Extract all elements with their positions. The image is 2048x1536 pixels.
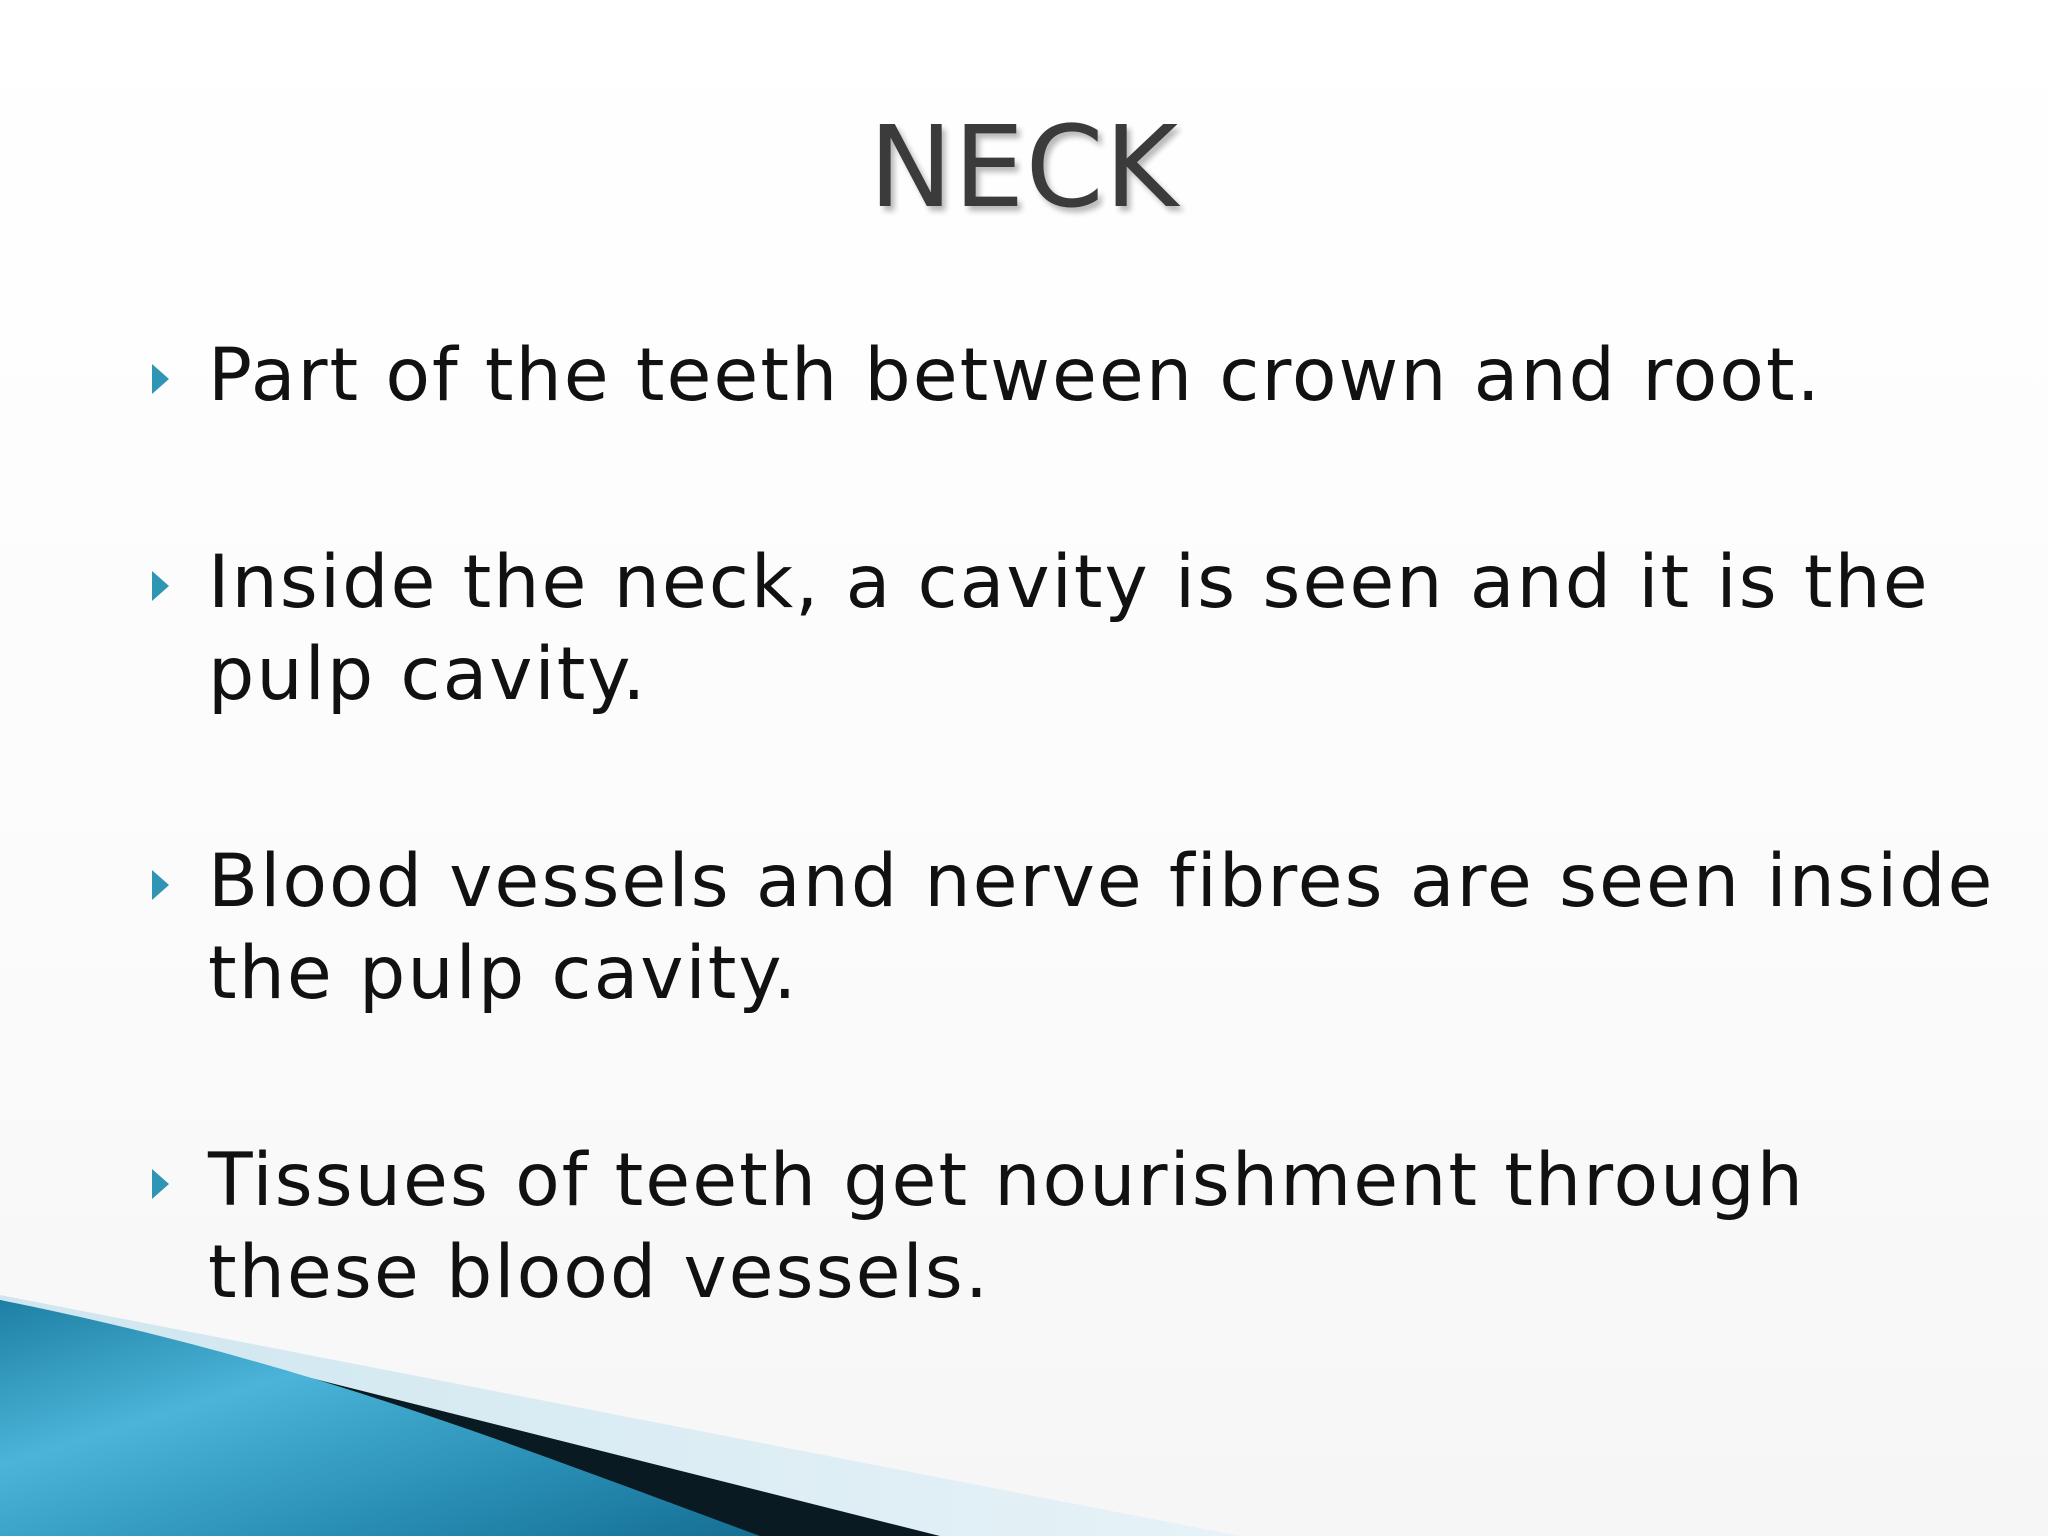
triangle-right-icon	[152, 1169, 169, 1199]
slide-title: NECK	[868, 103, 1180, 233]
bullet-text: Part of the teeth between crown and root.	[208, 333, 1822, 418]
bullet-item	[148, 537, 2008, 721]
bullet-text: Tissues of teeth get nourishment through these blood vessels.	[208, 1138, 1806, 1315]
bullet-text: Blood vessels and nerve fibres are seen inside the pulp cavity.	[208, 839, 1995, 1016]
triangle-right-icon	[152, 364, 169, 394]
bullet-item	[148, 836, 2008, 1020]
bullet-item	[148, 330, 2008, 422]
triangle-right-icon	[152, 571, 169, 601]
bullet-item	[148, 1135, 2008, 1319]
bullet-list	[148, 330, 2008, 1434]
bullet-text: Inside the neck, a cavity is seen and it is the pulp cavity.	[208, 540, 1930, 717]
triangle-right-icon	[152, 870, 169, 900]
